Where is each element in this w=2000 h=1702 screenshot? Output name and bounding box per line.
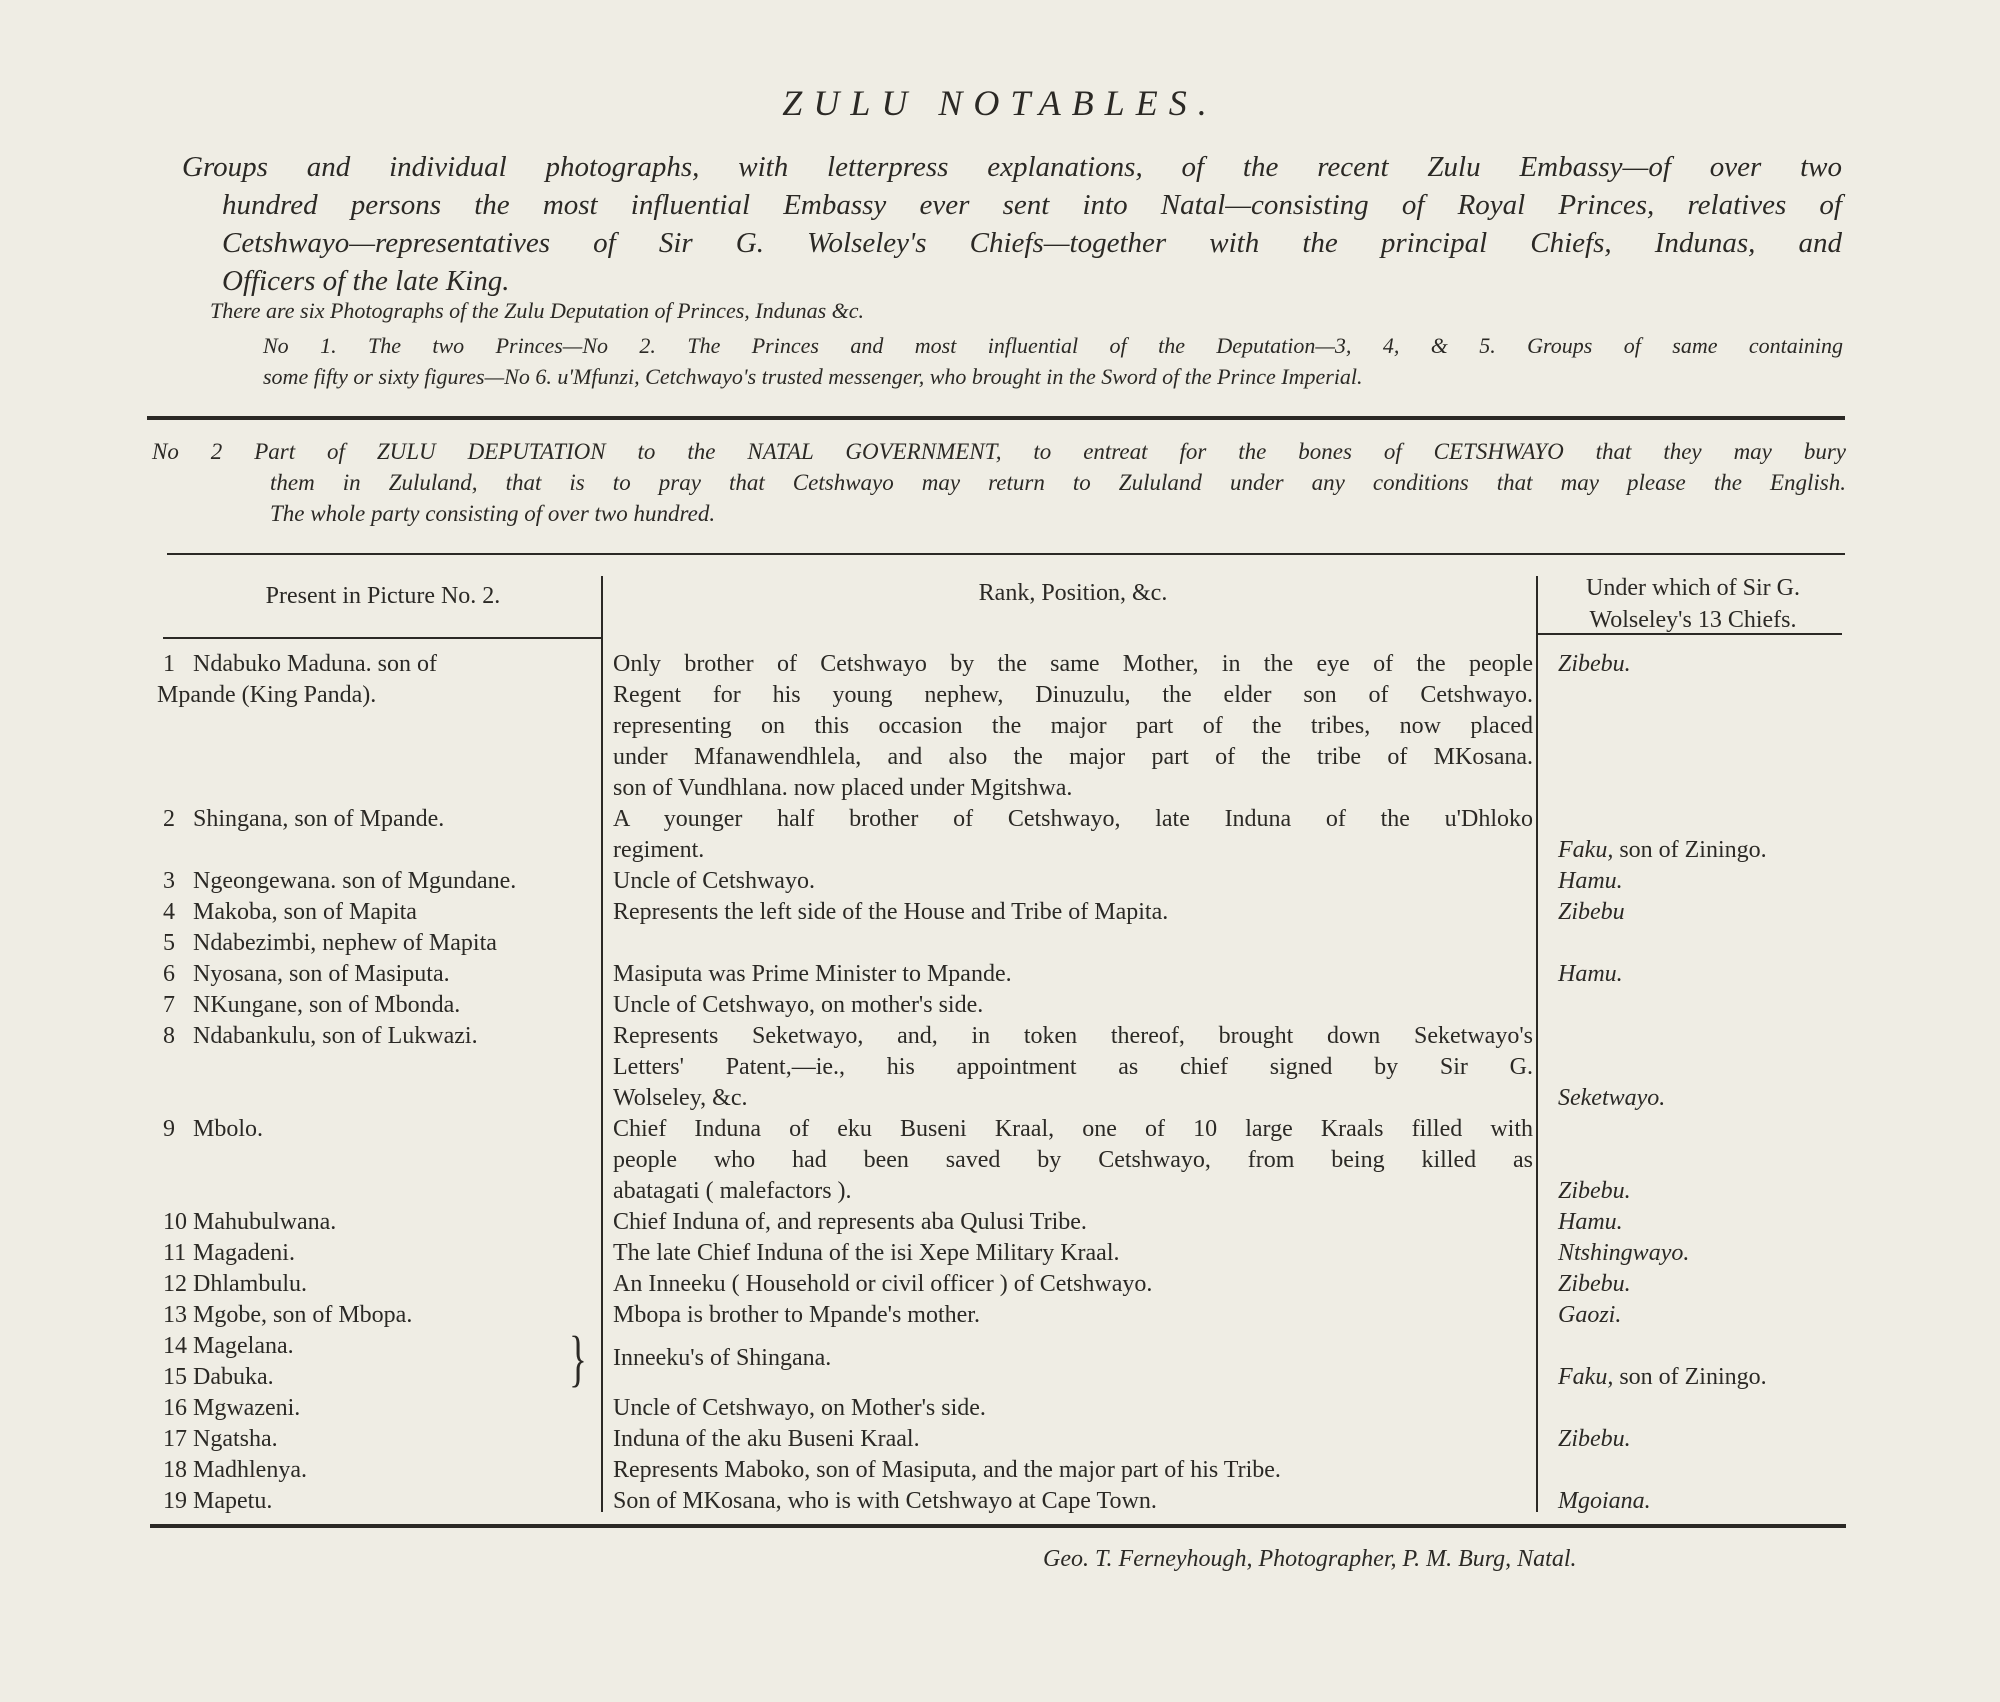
chief-cell: [1558, 1426, 1631, 1453]
row-number: 1: [163, 651, 175, 677]
row-number: 18: [163, 1457, 187, 1483]
rank-text: son of Vundhlana. now placed under Mgitshwa.: [613, 775, 1073, 801]
rank-text: Uncle of Cetshwayo, on Mother's side.: [613, 1395, 986, 1421]
rank-text: Induna of the aku Buseni Kraal.: [613, 1426, 920, 1452]
chief-cell: [1558, 651, 1631, 678]
notable-name: Shingana, son of Mpande.: [193, 806, 445, 832]
brace-symbol: }: [568, 1325, 587, 1393]
rank-text: people who had been saved by Cetshwayo, from being killed as: [613, 1147, 1533, 1173]
chief-cell: [1558, 961, 1623, 988]
table-row: [0, 1178, 2000, 1210]
row-number: 11: [163, 1240, 187, 1266]
row-number: 15: [163, 1364, 187, 1390]
table-row: [0, 1116, 2000, 1148]
rank-text: Represents Seketwayo, and, in token thereof, brought down Seketwayo's: [613, 1023, 1533, 1049]
notable-name: Nyosana, son of Masiputa.: [193, 961, 450, 987]
rank-text: Mbopa is brother to Mpande's mother.: [613, 1302, 980, 1328]
chief-name: Hamu.: [1558, 868, 1623, 894]
row-number: 16: [163, 1395, 187, 1421]
notable-name: Madhlenya.: [193, 1457, 307, 1483]
table-row: [0, 837, 2000, 869]
chief-name: Zibebu: [1558, 899, 1625, 925]
row-number: 5: [163, 930, 175, 956]
table-row: [0, 1085, 2000, 1117]
header-underline: [163, 637, 601, 639]
rank-text: The late Chief Induna of the isi Xepe Military Kraal.: [613, 1240, 1120, 1266]
chief-cell: [1558, 837, 1767, 864]
rank-text: Wolseley, &c.: [613, 1085, 748, 1111]
row-number: 10: [163, 1209, 187, 1235]
row-number: 3: [163, 868, 175, 894]
row-number: 13: [163, 1302, 187, 1328]
header-present: Present in Picture No. 2.: [265, 583, 501, 609]
row-number: 7: [163, 992, 175, 1018]
row-number: 9: [163, 1116, 175, 1142]
rank-text: Letters' Patent,—ie., his appointment as chief signed by Sir G.: [613, 1054, 1533, 1080]
photo-list-line: No 1. The two Princes—No 2. The Princes and most influential of the Deputation—3, 4, & 5. Groups of same containing: [263, 333, 1843, 358]
rank-text: representing on this occasion the major part of the tribes, now placed: [613, 713, 1533, 739]
row-number: 8: [163, 1023, 175, 1049]
table-row: [0, 1395, 2000, 1427]
six-photographs-note: There are six Photographs of the Zulu Deputation of Princes, Indunas &c.: [210, 298, 865, 323]
notable-name: Mgobe, son of Mbopa.: [193, 1302, 413, 1328]
intro-line: Groups and individual photographs, with letterpress explanations, of the recent Zulu Embassy—of over two: [182, 151, 1842, 183]
chief-name: Zibebu.: [1558, 651, 1631, 677]
table-row: [0, 1302, 2000, 1334]
table-row: [0, 992, 2000, 1024]
row-number: 17: [163, 1426, 187, 1452]
rank-text: Only brother of Cetshwayo by the same Mother, in the eye of the people: [613, 651, 1533, 677]
rank-text: regiment.: [613, 837, 705, 863]
deputation-line: The whole party consisting of over two hundred.: [270, 501, 716, 526]
notable-name: Dabuka.: [193, 1364, 274, 1390]
chief-suffix: son of Ziningo.: [1613, 837, 1767, 863]
chief-name: Hamu.: [1558, 1209, 1623, 1235]
divider-rule: [147, 416, 1845, 420]
table-row: [0, 1488, 2000, 1520]
rank-text: Represents the left side of the House and Tribe of Mapita.: [613, 899, 1169, 925]
chief-name: Zibebu.: [1558, 1178, 1631, 1204]
chief-name: Gaozi.: [1558, 1302, 1622, 1328]
deputation-line: them in Zululand, that is to pray that Cetshwayo may return to Zululand under any conditions that may please the English.: [270, 470, 1846, 495]
table-row: [0, 713, 2000, 745]
chief-name: Hamu.: [1558, 961, 1623, 987]
rank-text: Inneeku's of Shingana.: [613, 1345, 832, 1371]
header-underline: [1537, 633, 1842, 635]
deputation-paragraph: [152, 436, 1846, 529]
table-row: [0, 651, 2000, 683]
rank-text: Represents Maboko, son of Masiputa, and the major part of his Tribe.: [613, 1457, 1281, 1483]
chief-name: Zibebu.: [1558, 1426, 1631, 1452]
header-rank: Rank, Position, &c.: [978, 580, 1168, 606]
intro-paragraph: [182, 148, 1842, 300]
notable-name: Mpande (King Panda).: [157, 682, 377, 708]
photo-list: [263, 330, 1843, 392]
page-title: ZULU NOTABLES.: [782, 83, 1218, 123]
table-row: [0, 1023, 2000, 1055]
rank-text: Chief Induna of, and represents aba Qulusi Tribe.: [613, 1209, 1087, 1235]
notable-name: Makoba, son of Mapita: [193, 899, 417, 925]
chief-name: Faku,: [1558, 837, 1614, 863]
table-row: [0, 868, 2000, 900]
chief-name: Faku,: [1558, 1364, 1614, 1390]
chief-cell: [1558, 1209, 1623, 1236]
table-row: [0, 1426, 2000, 1458]
rank-text: Uncle of Cetshwayo.: [613, 868, 815, 894]
header-chiefs-line: Under which of Sir G.: [1586, 575, 1800, 601]
table-row: [0, 806, 2000, 838]
table-row: [0, 930, 2000, 962]
row-number: 6: [163, 961, 175, 987]
deputation-line: No 2 Part of ZULU DEPUTATION to the NATAL GOVERNMENT, to entreat for the bones of CETSHWAYO that they may bury: [152, 439, 1846, 464]
intro-line: Cetshwayo—representatives of Sir G. Wolseley's Chiefs—together with the principal Chiefs, Indunas, and: [222, 227, 1842, 259]
row-number: 19: [163, 1488, 187, 1514]
chief-cell: [1558, 868, 1623, 895]
row-number: 14: [163, 1333, 187, 1359]
divider-rule: [150, 1524, 1846, 1528]
intro-line: Officers of the late King.: [222, 265, 510, 297]
notable-name: Magelana.: [193, 1333, 294, 1359]
notable-name: Mbolo.: [193, 1116, 264, 1142]
rank-text: Uncle of Cetshwayo, on mother's side.: [613, 992, 984, 1018]
divider-rule: [167, 553, 1845, 555]
rank-text: A younger half brother of Cetshwayo, late Induna of the u'Dhloko: [613, 806, 1533, 832]
notable-name: Ndabuko Maduna. son of: [193, 651, 437, 677]
rank-text: Regent for his young nephew, Dinuzulu, the elder son of Cetshwayo.: [613, 682, 1533, 708]
chief-cell: [1558, 1488, 1651, 1515]
chief-cell: [1558, 1240, 1689, 1267]
table-row: [0, 1147, 2000, 1179]
chief-cell: [1558, 1178, 1631, 1205]
notable-name: Mgwazeni.: [193, 1395, 301, 1421]
header-chiefs-line: Wolseley's 13 Chiefs.: [1589, 607, 1797, 633]
chief-name: Ntshingwayo.: [1558, 1240, 1690, 1266]
row-number: 4: [163, 899, 175, 925]
table-row: [0, 961, 2000, 993]
rank-text: Masiputa was Prime Minister to Mpande.: [613, 961, 1012, 987]
header-chiefs: [1533, 572, 1853, 636]
row-number: 12: [163, 1271, 187, 1297]
chief-name: Zibebu.: [1558, 1271, 1631, 1297]
rank-text: abatagati ( malefactors ).: [613, 1178, 852, 1204]
table-row: [0, 1209, 2000, 1241]
table-row: [0, 1271, 2000, 1303]
table-row: [0, 744, 2000, 776]
intro-line: hundred persons the most influential Embassy ever sent into Natal—consisting of Royal Princes, relatives of: [222, 189, 1842, 221]
chief-name: Seketwayo.: [1558, 1085, 1666, 1111]
chief-cell: [1558, 1302, 1621, 1329]
notable-name: Dhlambulu.: [193, 1271, 307, 1297]
brace-rank-row: [0, 1345, 2000, 1377]
table-row: [0, 775, 2000, 807]
photo-list-line: some fifty or sixty figures—No 6. u'Mfunzi, Cetchwayo's trusted messenger, who brought in the Sword of the Prince Imperial.: [263, 364, 1363, 389]
notable-name: Mapetu.: [193, 1488, 273, 1514]
rank-text: Chief Induna of eku Buseni Kraal, one of 10 large Kraals filled with: [613, 1116, 1533, 1142]
chief-suffix: son of Ziningo.: [1613, 1364, 1767, 1390]
table-row: [0, 1054, 2000, 1086]
rank-text: An Inneeku ( Household or civil officer ) of Cetshwayo.: [613, 1271, 1153, 1297]
notable-name: Ngeongewana. son of Mgundane.: [193, 868, 517, 894]
table-row: [0, 899, 2000, 931]
table-row: [0, 1457, 2000, 1489]
rank-text: Son of MKosana, who is with Cetshwayo at Cape Town.: [613, 1488, 1157, 1514]
notable-name: Ndabezimbi, nephew of Mapita: [193, 930, 497, 956]
chief-cell: [1558, 1085, 1665, 1112]
chief-cell: [1558, 1271, 1631, 1298]
chief-cell: [1558, 899, 1625, 926]
notable-name: Ndabankulu, son of Lukwazi.: [193, 1023, 478, 1049]
photographer-credit: Geo. T. Ferneyhough, Photographer, P. M. Burg, Natal.: [1043, 1546, 1577, 1572]
notable-name: Magadeni.: [193, 1240, 295, 1266]
rank-text: under Mfanawendhlela, and also the major part of the tribe of MKosana.: [613, 744, 1533, 770]
notable-name: Mahubulwana.: [193, 1209, 337, 1235]
row-number: 2: [163, 806, 175, 832]
table-row: [0, 1240, 2000, 1272]
notable-name: NKungane, son of Mbonda.: [193, 992, 461, 1018]
chief-name: Mgoiana.: [1558, 1488, 1651, 1514]
table-row: [0, 682, 2000, 714]
notable-name: Ngatsha.: [193, 1426, 278, 1452]
